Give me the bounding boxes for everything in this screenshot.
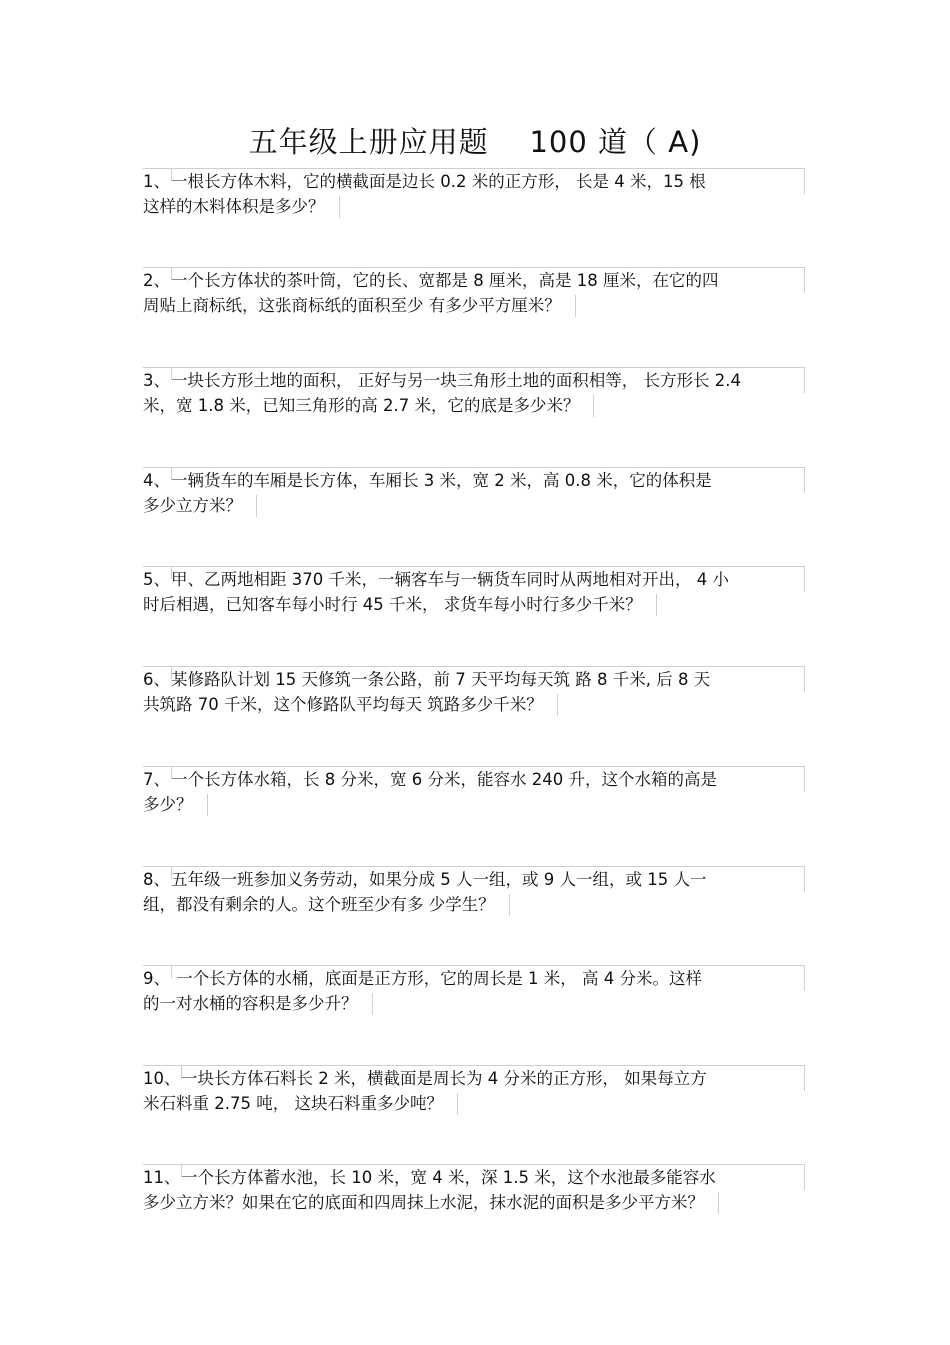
- problem-number: 2、: [143, 271, 170, 290]
- problem-text-line2: 组，都没有剩余的人。这个班至少有多 少学生？: [143, 895, 495, 914]
- problem-text-line1: 五年级一班参加义务劳动，如果分成 5 人一组，或 9 人一组，或 15 人一: [171, 870, 707, 889]
- problem-text-line1: 甲、乙两地相距 370 千米，一辆客车与一辆货车同时从两地相对开出， 4 小: [171, 570, 729, 589]
- problem-3: [143, 367, 805, 418]
- problem-number: 7、: [143, 770, 170, 789]
- document-title: 五年级上册应用题 100 道（ A): [248, 125, 702, 159]
- problem-text-line2: 米，宽 1.8 米，已知三角形的高 2.7 米，它的底是多少米？: [143, 396, 580, 415]
- problem-text-line2: 多少立方米？如果在它的底面和四周抹上水泥，抹水泥的面积是多少平方米？: [143, 1193, 704, 1212]
- problem-2: [143, 267, 805, 318]
- problem-text-line2: 时后相遇，已知客车每小时行 45 千米， 求货车每小时行多少千米？: [143, 595, 642, 614]
- problem-text-line1: 一块长方体石料长 2 米，横截面是周长为 4 分米的正方形， 如果每立方: [181, 1069, 707, 1088]
- problem-text-line2: 多少立方米？: [143, 496, 242, 515]
- problem-text-line1: 一个长方体状的茶叶筒，它的长、宽都是 8 厘米，高是 18 厘米，在它的四: [171, 271, 719, 290]
- problem-text-line2: 的一对水桶的容积是多少升？: [143, 994, 358, 1013]
- problem-11: [143, 1164, 805, 1215]
- problem-text-line1: 一个长方体水箱，长 8 分米，宽 6 分米，能容水 240 升，这个水箱的高是: [171, 770, 717, 789]
- problem-text-line2: 这样的木料体积是多少？: [143, 197, 325, 216]
- problem-number: 10、: [143, 1069, 181, 1088]
- problem-text-line1: 一个长方体的水桶，底面是正方形，它的周长是 1 米， 高 4 分米。这样: [171, 969, 702, 988]
- problem-number: 8、: [143, 870, 170, 889]
- problem-10: [143, 1065, 805, 1116]
- problem-text-line1: 一个长方体蓄水池，长 10 米，宽 4 米，深 1.5 米，这个水池最多能容水: [181, 1168, 716, 1187]
- problem-text-line2: 米石料重 2.75 吨， 这块石料重多少吨？: [143, 1094, 443, 1113]
- problem-number: 4、: [143, 471, 170, 490]
- problem-number: 1、: [143, 172, 170, 191]
- problem-9: [143, 965, 805, 1016]
- problem-number: 11、: [143, 1168, 181, 1187]
- problem-number: 5、: [143, 570, 170, 589]
- problem-7: [143, 766, 805, 817]
- problem-number: 9、: [143, 969, 170, 988]
- problem-6: [143, 666, 805, 717]
- problem-text-line2: 多少？: [143, 795, 193, 814]
- problem-text-line1: 某修路队计划 15 天修筑一条公路，前 7 天平均每天筑 路 8 千米, 后 8 天: [171, 670, 711, 689]
- problem-1: [143, 168, 805, 219]
- problem-4: [143, 467, 805, 518]
- problem-5: [143, 566, 805, 617]
- problem-number: 6、: [143, 670, 170, 689]
- problem-text-line2: 周贴上商标纸，这张商标纸的面积至少 有多少平方厘米？: [143, 296, 561, 315]
- problem-text-line2: 共筑路 70 千米，这个修路队平均每天 筑路多少千米？: [143, 695, 543, 714]
- problem-8: [143, 866, 805, 917]
- problem-text-line1: 一块长方形土地的面积， 正好与另一块三角形土地的面积相等， 长方形长 2.4: [171, 371, 741, 390]
- problem-text-line1: 一辆货车的车厢是长方体，车厢长 3 米，宽 2 米，高 0.8 米，它的体积是: [171, 471, 712, 490]
- problem-number: 3、: [143, 371, 170, 390]
- problem-text-line1: 一根长方体木料，它的横截面是边长 0.2 米的正方形， 长是 4 米，15 根: [171, 172, 706, 191]
